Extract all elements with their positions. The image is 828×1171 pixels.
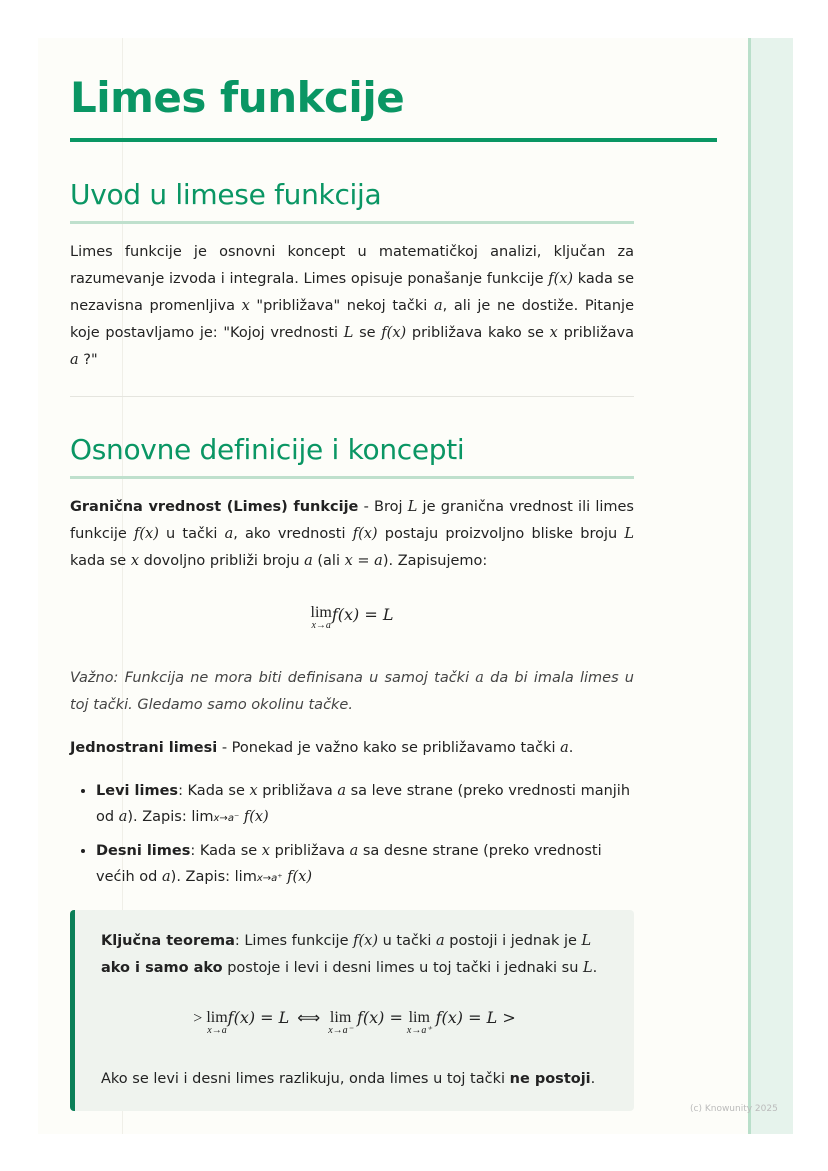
text-segment: da bi imala limes u toj tački. Gledamo samo okolinu tačke.	[70, 670, 634, 713]
theorem-conclusion	[101, 1066, 608, 1093]
lim-subscript: x→a	[207, 1025, 227, 1036]
math-symbol: L	[343, 325, 354, 341]
math-symbol: f(x)	[353, 933, 378, 949]
theorem-box	[70, 910, 634, 1111]
document-content	[70, 68, 634, 1111]
text-segment: kada se	[70, 553, 131, 569]
text-segment: dovoljno približi broju	[139, 553, 305, 569]
bullet-list	[70, 778, 634, 892]
formula-body: f(x) = L	[331, 605, 394, 624]
lim-subscript: x→a⁻	[328, 1025, 353, 1036]
text-segment: - Ponekad je važno kako se približavamo tački	[217, 740, 561, 756]
formula-part: f(x) = L	[227, 1008, 290, 1027]
list-item-left-limit	[96, 778, 634, 832]
iff-symbol: ⟺	[297, 1010, 321, 1027]
text-segment: ). Zapisujemo:	[382, 553, 488, 569]
side-strip	[748, 38, 793, 1134]
section-heading-definitions: Osnovne definicije i koncepti	[70, 433, 465, 466]
text-segment: : Kada se	[190, 843, 262, 859]
lim-operator: lim	[206, 1009, 228, 1026]
text-segment: približava	[269, 843, 350, 859]
math-symbol: L	[581, 933, 592, 949]
text-segment: Limes funkcije je osnovni koncept u matematičkoj analizi, ključan za razumevanje izvoda i integrala. Limes opisuje ponašanje funkcije	[70, 244, 634, 287]
math-symbol: a	[435, 933, 445, 949]
math-symbol: a	[162, 869, 171, 885]
math-symbol: a	[560, 740, 569, 756]
text-segment: približava	[257, 783, 338, 799]
title-rule	[70, 138, 717, 142]
math-symbol: x	[261, 843, 270, 859]
bold-text: ne postoji	[509, 1071, 591, 1087]
text-segment: .	[590, 1071, 596, 1087]
text-segment: postoje i levi i desni limes u toj tački i jednaki su	[222, 960, 584, 976]
text-segment: (ali	[312, 553, 345, 569]
math-symbol: f(x)	[282, 869, 312, 885]
text-segment: se	[353, 325, 382, 341]
lim-operator: lim	[310, 604, 332, 621]
math-symbol: f(x)	[548, 271, 574, 287]
math-symbol: x = a	[344, 553, 383, 569]
theorem-text	[101, 928, 608, 982]
formula-prefix: >	[193, 1010, 203, 1027]
text-segment: Važno: Funkcija ne mora biti definisana u samoj tački	[70, 670, 476, 686]
list-item-right-limit	[96, 838, 634, 892]
text-segment: približava kako se	[406, 325, 550, 341]
text-segment: x→a⁺	[256, 873, 283, 884]
math-symbol: a	[118, 809, 128, 825]
lim-operator: lim	[329, 1009, 352, 1026]
math-symbol: a	[304, 553, 313, 569]
text-segment: .	[592, 960, 598, 976]
section-heading-intro: Uvod u limese funkcija	[70, 178, 382, 211]
text-segment: : Kada se	[178, 783, 250, 799]
text-segment: u tački	[377, 933, 436, 949]
copyright: (c) Knowunity 2025	[690, 1104, 778, 1114]
definition-paragraph	[70, 494, 634, 575]
bold-text: Jednostrani limesi	[70, 740, 218, 756]
text-segment: , ali je ne dostiže. Pitanje koje postavljamo je: "Kojoj vrednosti	[70, 298, 634, 341]
section-divider	[70, 396, 634, 397]
page-title: Limes funkcije	[70, 73, 405, 122]
text-segment: ?"	[78, 352, 98, 368]
text-segment: kada se nezavisna promenljiva	[70, 271, 634, 314]
text-segment: "približava" nekoj tački	[249, 298, 434, 314]
math-symbol: L	[624, 526, 634, 542]
math-symbol: a	[433, 298, 443, 314]
text-segment: ). Zapis: lim	[170, 869, 257, 885]
text-segment: Ako se levi i desni limes razlikuju, onda limes u toj tački	[101, 1071, 510, 1087]
math-symbol: x	[241, 298, 250, 314]
lim-operator: lim	[408, 1009, 430, 1026]
note-paragraph	[70, 665, 634, 719]
bold-text: Ključna teorema	[101, 933, 235, 949]
math-symbol: f(x)	[134, 526, 159, 542]
text-segment: : Limes funkcije	[234, 933, 354, 949]
text-segment: .	[568, 740, 574, 756]
math-symbol: a	[224, 526, 234, 542]
math-symbol: x	[249, 783, 258, 799]
text-segment: ). Zapis: lim	[127, 809, 214, 825]
math-symbol: L	[583, 960, 593, 976]
theorem-formula	[101, 1010, 608, 1036]
bold-text: Desni limes	[96, 843, 191, 859]
text-segment: postoji i jednak je	[444, 933, 582, 949]
math-symbol: a	[70, 352, 79, 368]
bold-text: Granična vrednost (Limes) funkcije	[70, 499, 359, 515]
math-symbol: f(x)	[352, 526, 378, 542]
text-segment: x→a⁻	[213, 813, 240, 824]
math-symbol: x	[130, 553, 139, 569]
text-segment: sa leve strane (preko vrednosti manjih od	[96, 783, 631, 825]
limit-formula	[70, 605, 634, 631]
math-symbol: f(x)	[381, 325, 407, 341]
math-symbol: f(x)	[239, 809, 269, 825]
lim-subscript: x→a	[311, 620, 331, 631]
text-segment: u tački	[158, 526, 225, 542]
intro-paragraph	[70, 239, 634, 374]
text-segment: je granična vrednost ili limes funkcije	[70, 499, 634, 542]
bold-text: Levi limes	[96, 783, 179, 799]
math-symbol: a	[349, 843, 359, 859]
lim-subscript: x→a⁺	[406, 1025, 432, 1036]
text-segment: sa desne strane (preko vrednosti većih od	[96, 843, 602, 885]
math-symbol: x	[549, 325, 558, 341]
bold-text: ako i samo ako	[101, 960, 223, 976]
one-sided-paragraph	[70, 735, 634, 762]
text-segment: - Broj	[358, 499, 408, 515]
formula-part: f(x) = L >	[435, 1008, 516, 1027]
heading-rule	[70, 476, 634, 479]
math-symbol: a	[475, 670, 484, 686]
text-segment: postaju proizvoljno bliske broju	[377, 526, 625, 542]
formula-part: f(x) =	[356, 1008, 403, 1027]
math-symbol: L	[407, 499, 418, 515]
heading-rule	[70, 221, 634, 224]
text-segment: približava	[557, 325, 634, 341]
math-symbol: a	[337, 783, 346, 799]
text-segment: , ako vrednosti	[233, 526, 353, 542]
